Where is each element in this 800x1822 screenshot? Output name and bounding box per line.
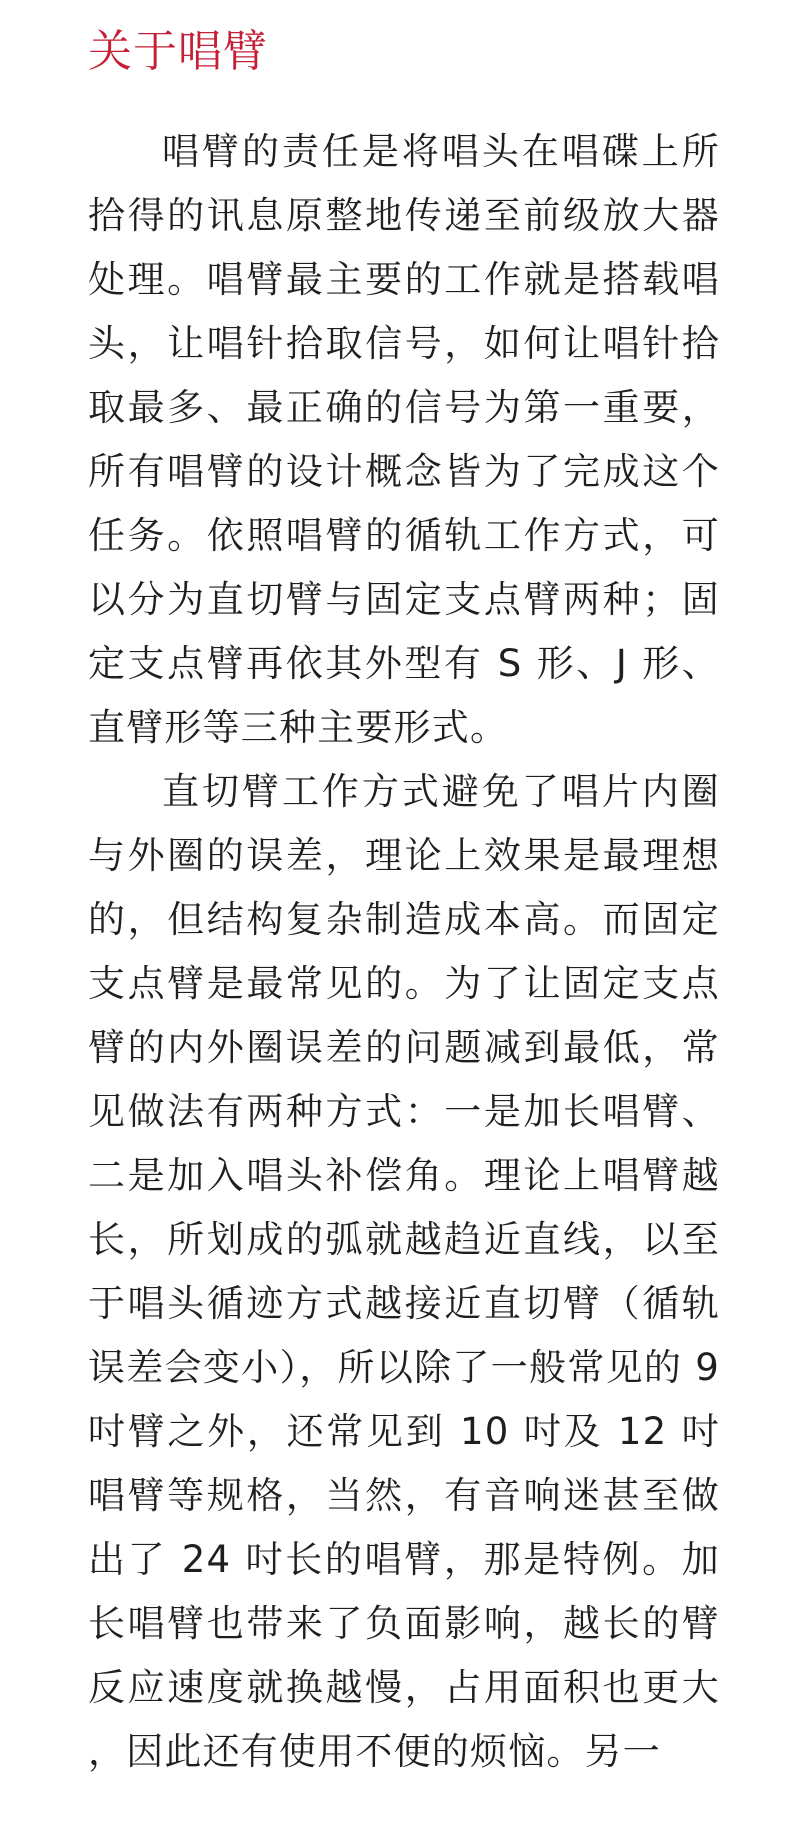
article [88, 18, 720, 1784]
article-title: 关于唱臂 [88, 26, 268, 77]
article-paragraph-2: 直切臂工作方式避免了唱片内圈与外圈的误差，理论上效果是最理想的，但结构复杂制造成本高。而固定支点臂是最常见的。为了让固定支点臂的内外圈误差的问题减到最低，常见做法有两种方式：一是加长唱臂、二是加入唱头补偿角。理论上唱臂越长，所划成的弧就越趋近直线，以至于唱头循迹方式越接近直切臂（循轨误差会变小），所以除了一般常见的 9 吋臂之外，还常见到 10 吋及 12 吋唱臂等规格，当然，有音响迷甚至做出了 24 吋长的唱臂，那是特例。加长唱臂也带来了负面影响，越长的臂反应速度就换越慢，占用面积也更大，因此还有使用不便的烦恼。另一 [88, 770, 720, 1773]
article-paragraph-1: 唱臂的责任是将唱头在唱碟上所拾得的讯息原整地传递至前级放大器处理。唱臂最主要的工作就是搭载唱头，让唱针拾取信号，如何让唱针拾取最多、最正确的信号为第一重要，所有唱臂的设计概念皆为了完成这个任务。依照唱臂的循轨工作方式，可以分为直切臂与固定支点臂两种；固定支点臂再依其外型有 S 形、J 形、直臂形等三种主要形式。 [88, 130, 720, 749]
